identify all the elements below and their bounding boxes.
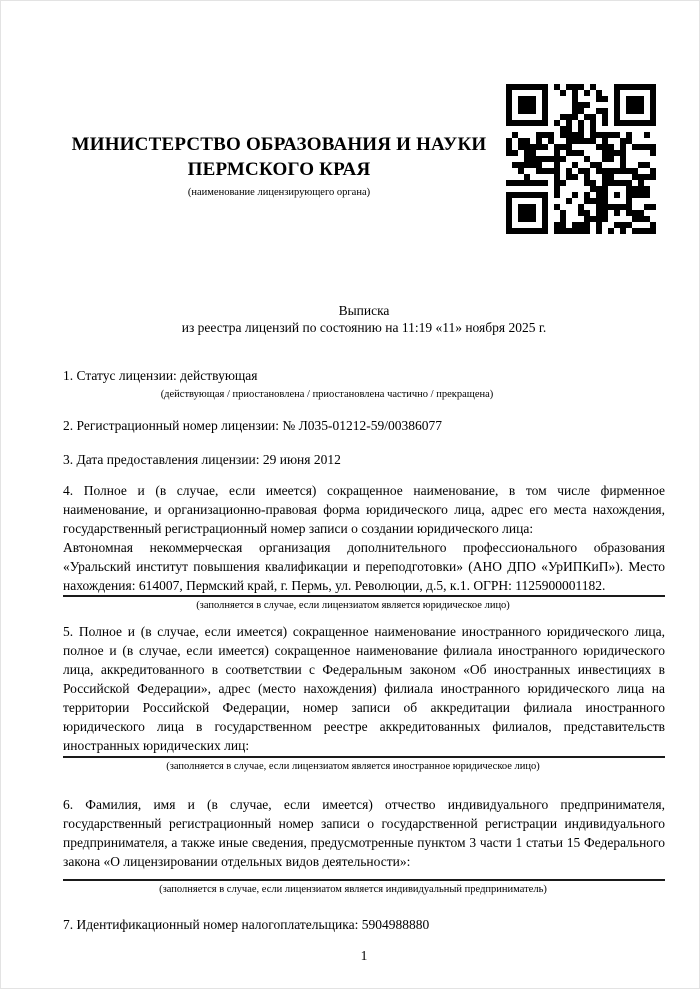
document-content (1, 132, 699, 964)
legal-entity-item (63, 481, 665, 595)
qr-code (506, 84, 656, 234)
foreign-entity-caption: (заполняется в случае, если лицензиатом является иностранное юридическое лицо) (166, 761, 540, 772)
license-status-caption: (действующая / приостановлена / приостановлена частично / прекращена) (160, 389, 494, 400)
foreign-entity-rule (63, 756, 665, 758)
license-grant-date-item: 3. Дата предоставления лицензии: 29 июня 2012 (63, 452, 341, 467)
legal-entity-value: Автономная некоммерческая организация дополнительного профессионального образования «Уральский институт повышения квалификации и переподготовки» (АНО ДПО «УрИПКиП»). Место нахождения: 614007, Пермский край, г. Пермь, ул. Революции, д.5, к.1. ОГРН: 1125900001182. (63, 540, 665, 593)
document-title-line2: из реестра лицензий по состоянию на 11:19 «11» ноября 2025 г. (181, 320, 547, 335)
page-number: 1 (360, 948, 368, 963)
document-title (63, 302, 665, 336)
ministry-name-line1: МИНИСТЕРСТВО ОБРАЗОВАНИЯ И НАУКИ (71, 134, 487, 155)
license-status-item: 1. Статус лицензии: действующая (63, 368, 258, 383)
legal-entity-label: 4. Полное и (в случае, если имеется) сокращенное наименование, в том числе фирменное наименование, и организационно-правовая форма юридического лица, адрес его места нахождения, государственный регистрационный номер записи о создании юридического лица: (63, 483, 665, 536)
registration-number-item: 2. Регистрационный номер лицензии: № Л035-01212-59/00386077 (63, 418, 443, 433)
legal-entity-caption: (заполняется в случае, если лицензиатом является юридическое лицо) (196, 600, 510, 611)
entrepreneur-item: 6. Фамилия, имя и (в случае, если имеется) отчество индивидуального предпринимателя, государственный регистрационный номер записи о государственной регистрации индивидуального предпринимателя, а также иные сведения, предусмотренные пунктом 3 части 1 статьи 15 Федерального закона «О лицензировании отдельных видов деятельности»: (63, 797, 665, 869)
entrepreneur-rule (63, 879, 665, 881)
document-title-line1: Выписка (338, 303, 390, 318)
legal-entity-rule (63, 595, 665, 597)
foreign-entity-item: 5. Полное и (в случае, если имеется) сокращенное наименование иностранного юридического лица, полное и (в случае, если имеется) сокращенное наименование филиала иностранного юридического лица, аккредитованного в соответствии с Федеральным законом «Об иностранных инвестициях в Российской Федерации», адрес (место нахождения) филиала иностранного юридического лица на территории Российской Федерации, номер записи об аккредитации филиала иностранного юридического лица в государственном реестре аккредитованных филиалов, представительств иностранных юридических лиц: (63, 624, 665, 753)
licensing-authority-header (63, 132, 495, 199)
licensing-authority-caption: (наименование лицензирующего органа) (187, 187, 371, 198)
entrepreneur-caption: (заполняется в случае, если лицензиатом является индивидуальный предприниматель) (159, 884, 547, 895)
taxpayer-id-item: 7. Идентификационный номер налогоплательщика: 5904988880 (63, 917, 430, 932)
ministry-name-line2: ПЕРМСКОГО КРАЯ (187, 159, 371, 180)
